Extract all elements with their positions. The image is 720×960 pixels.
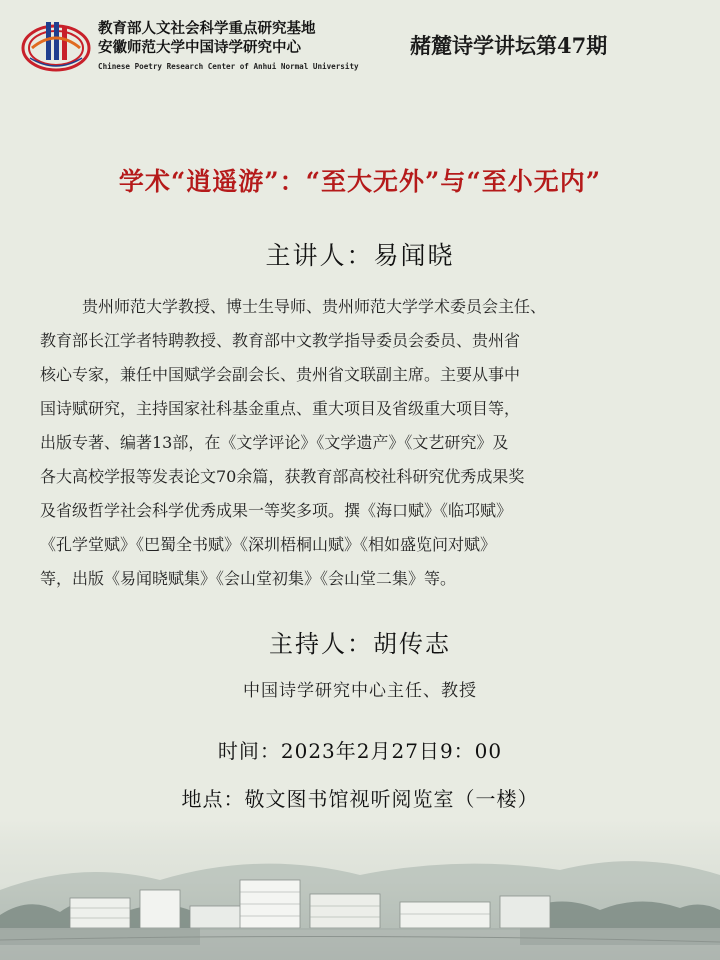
- org-name-line1: 教育部人文社会科学重点研究基地: [98, 21, 316, 37]
- bio-line: 出版专著、编著13部，在《文学评论》《文学遗产》《文艺研究》及: [40, 433, 509, 452]
- org-name-english: Chinese Poetry Research Center of Anhui Normal University: [98, 62, 359, 71]
- campus-illustration: [0, 820, 720, 960]
- bio-line: 《孔学堂赋》《巴蜀全书赋》《深圳梧桐山赋》《相如盛览问对赋》: [40, 535, 497, 554]
- bio-line: 各大高校学报等发表论文70余篇，获教育部高校社科研究优秀成果奖: [40, 467, 525, 486]
- lecture-time: 时间：2023年2月27日9：00: [217, 739, 503, 763]
- org-name-line2: 安徽师范大学中国诗学研究中心: [98, 40, 301, 56]
- speaker-bio: [40, 290, 680, 596]
- organization-block: [98, 20, 359, 73]
- host-title: 中国诗学研究中心主任、教授: [243, 681, 477, 701]
- lecture-series-label: 赭麓诗学讲坛第47期: [410, 33, 608, 58]
- bio-line: 国诗赋研究，主持国家社科基金重点、重大项目及省级重大项目等，: [40, 399, 521, 418]
- lecture-title: 学术“逍遥游”：“至大无外”与“至小无内”: [118, 167, 602, 196]
- bio-line: 等，出版《易闻晓赋集》《会山堂初集》《会山堂二集》等。: [40, 569, 457, 588]
- bio-line: 贵州师范大学教授、博士生导师、贵州师范大学学术委员会主任、: [82, 297, 547, 316]
- bio-line: 核心专家，兼任中国赋学会副会长、贵州省文联副主席。主要从事中: [40, 365, 521, 384]
- bio-line: 及省级哲学社会科学优秀成果一等奖多项。撰《海口赋》《临邛赋》: [40, 501, 513, 520]
- research-center-logo: [20, 18, 92, 74]
- bio-line: 教育部长江学者特聘教授、教育部中文教学指导委员会委员、贵州省: [40, 331, 521, 350]
- host-name: 主持人：胡传志: [269, 630, 451, 658]
- lecture-place: 地点：敬文图书馆视听阅览室（一楼）: [181, 787, 539, 811]
- speaker-name: 主讲人：易闻晓: [265, 241, 455, 270]
